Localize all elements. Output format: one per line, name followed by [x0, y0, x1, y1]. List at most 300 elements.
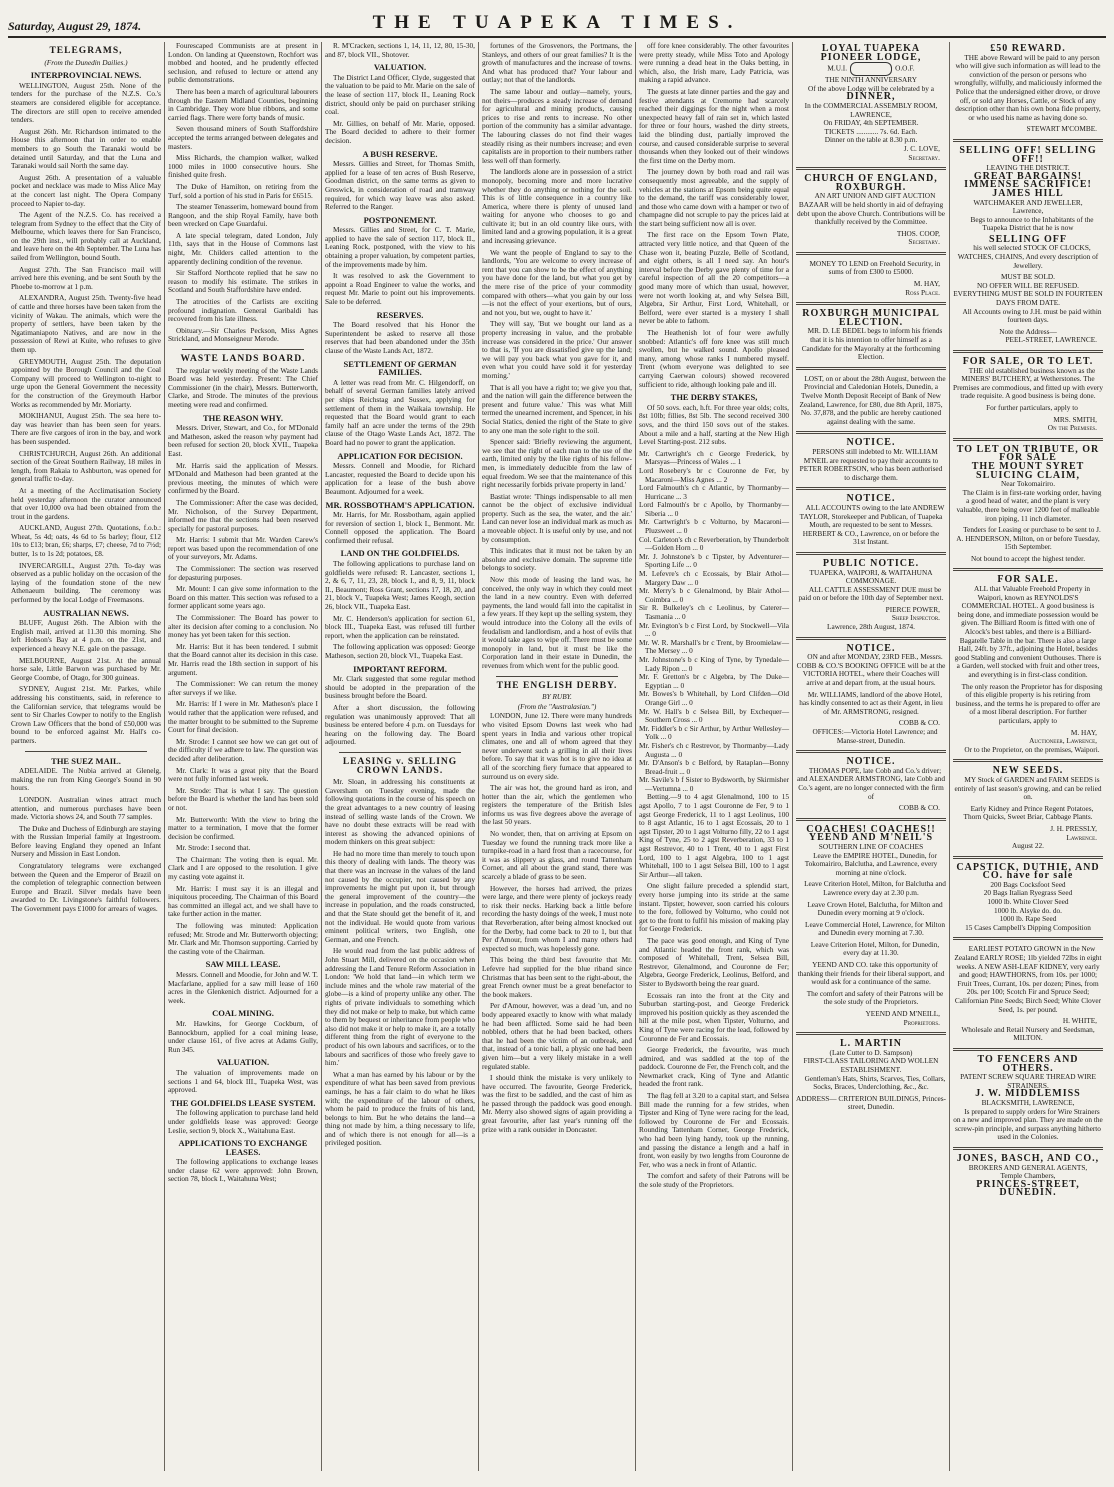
- ad-title: TO FENCERS AND OTHERS.: [977, 1053, 1079, 1074]
- paragraph: The air was hot, the ground hard as iron, and hotter than the air, which the gentlemen who registers the temperature of the British Isles informs us was five degrees above the average of the last 50 years.: [482, 783, 632, 827]
- ad-signature-role: Secretary.: [908, 152, 940, 162]
- paragraph: Mr. Sloan, in addressing his constituents at Caversham on Tuesday evening, made the following quotations in the course of his speech on the great advantages to a new country of leasing instead of selling waste lands of the Crown. We have no doubt these extracts will be read with interest as showing the advanced opinions of modern thinkers on this great subject:: [325, 777, 475, 847]
- divider: [796, 1032, 946, 1035]
- paragraph: The following applications to purchase land on goldfields were refused: R. Lancaster, sections 1, 2, & 6, 7, 11, 23, 28, block I., and 8, 9, 11, block II., Beaumont; Ross Grant, sections 17, 18, 20, and 21, block V., Tuapeka West; James Keogh, section 26, block VII., Tuapeka East.: [325, 559, 475, 612]
- ad-subtitle: (Late Cutter to D. Sampson): [829, 1047, 913, 1057]
- paragraph: We want the people of England to say to the landlords, 'You are welcome to every increase of rent that you can show to be the effect of anything you have done for the land, but what you get by the mere rise of the price of your commodity compared with others—what you gain by our loss—is not the effect of your exertions, but of ours, and not you, but we, ought to have it.': [482, 247, 632, 317]
- ad-line: Dinner on the table at 8.30 p.m.: [824, 135, 918, 145]
- byline: BY RUBY.: [542, 692, 572, 702]
- paragraph: LONDON. Australian wines attract much attention, and numerous purchases have been made. Victoria shows 24, and South 77 samples.: [11, 794, 161, 822]
- lodge-mark: M.U.I.: [827, 63, 848, 73]
- paragraph: Congratulatory telegrams were exchanged between the Queen and the Emperor of Brazil on the completion of telegraphic connection between Europe and Brazil. Silver medals have been awarded to Dr. Livingstone's faithful followers. The Government pays £1000 for arrears of wages.: [11, 861, 161, 914]
- sub-heading: A BUSH RESERVE.: [362, 148, 438, 159]
- paragraph: Sir Stafford Northcote replied that he saw no reason to modify his estimate. The strikes in Scotland and South Staffordshire have ended.: [168, 268, 318, 295]
- ad-text: his well selected STOCK OF CLOCKS, WATCHES, CHAINS, And every description of Jewellery.: [957, 243, 1099, 270]
- ad-signature: H. WHITE,: [1062, 1016, 1097, 1026]
- ad-signature-role: On the Premises.: [1047, 423, 1097, 433]
- ad-title: ROXBURGH MUNICIPAL ELECTION.: [802, 308, 940, 328]
- ad-line: THE NINTH ANNIVERSARY: [824, 75, 918, 85]
- sub-heading: APPLICATION FOR DECISION.: [337, 450, 463, 461]
- paragraph: The Chairman: The voting then is equal. Mr. Clark and I are opposed to the resolution. I give my casting vote against it.: [168, 854, 318, 882]
- divider: [953, 139, 1103, 142]
- paragraph: This being the third best favourite that Mr. Lefevre had supplied for the blue riband since Christmas that has been sent to the right-about, the great French owner must be a great benefactor to the book makers.: [482, 955, 632, 999]
- ad-subtitle: FIRST-CLASS TAILORING AND WOLLEN ESTABLISHMENT.: [803, 1056, 939, 1074]
- sub-heading: MR. ROSSBOTHAM'S APPLICATION.: [325, 499, 475, 510]
- ad-subtitle: SOUTHERN LINE OF COACHES: [818, 841, 924, 851]
- newspaper-title: THE TUAPEKA TIMES.: [372, 12, 742, 33]
- ad-line: In the COMMERCIAL ASSEMBLY ROOM, LAWRENCE,: [804, 100, 938, 119]
- ad-signature-role: Sheep Inspector.: [891, 613, 940, 623]
- lodge-ad: [796, 45, 946, 162]
- ad-title: THE MOUNT SYRET SLUICING CLAIM,: [971, 460, 1085, 481]
- paragraph: The Agent of the N.Z.S. Co. has received a telegram from Sydney to the effect that the City of Melbourne, which leaves there for San Francisco, on the 29th inst., will probably call at Auckland, and leave here on the 4th September. The Luna has sailed from Wellington, bound South.: [11, 210, 161, 263]
- paragraph: The Commissioner: The Board has power to alter its decision after coming to a conclusion. No money has yet been taken for this section.: [168, 613, 318, 640]
- list-item: Mr. Merry's b c Glenalmond, by Blair Athol—Coimbra ... 0: [639, 586, 789, 604]
- divider: [796, 637, 946, 640]
- list-item: 1000 lb. Alsyke do. do.: [994, 905, 1062, 915]
- list-item: Lord Falmouth's br c Apollo, by Thormanby—Siberia ... 0: [639, 500, 789, 518]
- ad-subtitle: Lawrence,: [1012, 206, 1044, 216]
- list-item: Mr. Fiddler's b c Sir Arthur, by Arthur Wellesley—Yolk ... 0: [639, 723, 789, 742]
- paragraph: Ecossais ran into the front at the City and Suburban starting-post, and George Frederick improved his position quickly as they ascended the hill at the mile post, when Tipster, Volturno, and King of Tyne were racing for the lead, followed by Couronne de Fer and Ecossais.: [639, 990, 789, 1043]
- list-item: 1000 lb. White Clover Seed: [987, 897, 1069, 907]
- ad-address: PRINCES-STREET, DUNEDIN.: [976, 1178, 1080, 1199]
- divider: [796, 367, 946, 370]
- ad-text: THE old established business known as the MINERS' BUTCHERY, at Wetherstones. The Premises are commodious, and fitted up with every trade requisite. A good business is being done.: [953, 365, 1103, 401]
- ad-title: CAPSTICK, DUTHIE, AND CO. have for sale: [956, 861, 1100, 882]
- paragraph: Per d'Amour, however, was a dead 'un, and no body appeared exactly to know with what malady he had been afflicted. Some said he had been nobbled, others that he had been backed, others that he had been the victim of an outbreak, and that, instead of a tonic ball, a physic one had been given him—but a very likely mistake in a well regulated stable.: [482, 1001, 632, 1071]
- list-item: Mr. Fisher's ch c Restrevor, by Thormanby—Lady Augusta ... 0: [639, 740, 789, 759]
- paragraph: No wonder, then, that on arriving at Epsom on Tuesday we found the running track more like a turnpike-road in a hard frost than a racecourse, for it was as slippery as glass, and round Tattenham Corner, and all about the grand stand, there was scarcely a blade of grass to be seen.: [482, 829, 632, 882]
- ad-title: JONES, BASCH, AND CO.,: [956, 1152, 1100, 1164]
- ad-address: PEEL-STREET, LAWRENCE.: [1005, 335, 1097, 345]
- ad-title: YEEND AND M'NEIL'S: [808, 832, 934, 844]
- paragraph: INVERCARGILL, August 27th. To-day was observed as a public holiday on the occasion of the laying of the foundation stone of the new Athenaeum building. The ceremony was performed by the local Lodge of Freemasons.: [11, 560, 161, 605]
- list-item: Lord Rosebery's br c Couronne de Fer, by Macaroni—Miss Agnes ... 2: [639, 465, 789, 484]
- paragraph: The Commissioner: The section was reserved for depasturing purposes.: [168, 564, 318, 582]
- list-item: 200 Bags Cocksfoot Seed: [990, 879, 1066, 889]
- paragraph: Spencer said: 'Briefly reviewing the argument, we see that the right of each man to the use of the earth, limited only by the like rights of his fellow-men, is immediately deducible from the law of equal freedom. We see that the maintenance of this right necessarily forbids private property in land.': [482, 437, 632, 490]
- ad-signature-role: Lawrence.: [1066, 832, 1097, 842]
- ad-signature: M. HAY,: [1070, 727, 1097, 737]
- paragraph: The regular weekly meeting of the Waste Lands Board was held yesterday. Present: The Chief Commissioner (in the chair), Messrs. Butterworth, Clarke, and Strode. The minutes of the previous meeting were read and confirmed.: [168, 365, 318, 409]
- ad-line: Note the Address—: [999, 326, 1057, 336]
- paragraph: Mr. Harris: I submit that Mr. Warden Carew's report was based upon the recommendation of one of your surveyors, Mr. Adams.: [168, 535, 318, 562]
- ad-subtitle: Temple Chambers,: [1000, 1171, 1056, 1181]
- ad-title: TO LET ON TRIBUTE, OR FOR SALE: [956, 443, 1100, 464]
- paragraph: Mr. Harris: If I were in Mr. Matheson's place I would rather that the application were refused, and the matter brought to be submitted to the Supreme Court for final decision.: [168, 699, 318, 735]
- section-heading: WASTE LANDS BOARD.: [180, 354, 306, 364]
- paragraph: After a short discussion, the following regulation was unanimously approved: That all business be entered before 4 p.m. on Tuesdays for hearing on the following day. The Board adjourned.: [325, 702, 475, 747]
- column-6: [793, 42, 950, 1471]
- paragraph: This indicates that it must not be taken by an absolute and exclusive domain. The supreme title belongs to society.: [482, 546, 632, 573]
- list-item: Mr. Johnstone's b c King of Tyne, by Tynedale—Lady Ripon ... 0: [639, 654, 789, 673]
- cobb-notice-ad: [796, 758, 946, 813]
- ad-title: JAMES HILL: [992, 187, 1064, 199]
- paragraph: The Commissioner: We can return the money after surveys if we like.: [168, 679, 318, 697]
- butchery-ad: [953, 358, 1103, 433]
- ad-text: Leave Criterion Hotel, Milton, for Dunedin, every day at 11.30.: [810, 939, 940, 958]
- ad-signature: M. HAY,: [913, 279, 940, 289]
- ad-line: MUST BE SOLD.: [1001, 272, 1055, 282]
- list-item: Mr. W. Hall's b c Selsea Bill, by Exchequer—Southern Cross ... 0: [639, 706, 789, 725]
- blacksmith-ad: [953, 1053, 1103, 1142]
- divider: [796, 818, 946, 821]
- paragraph: R. M'Cracken, sections 1, 14, 11, 12, 80, 15-30, and 87, block VII., Shotover.: [325, 42, 475, 59]
- paragraph: One slight failure preceded a splendid start, every horse jumping into its stride at the same instant. Tipster, however, soon carried his colours to the fore, followed by Volturno, who could not get to the front to fulfil his mission of making play for George Frederick.: [639, 881, 789, 934]
- paragraph: Mr. Harris: But it has been tendered. I submit that the Board cannot alter its decision in this case. Mr. Harris read the 18th section in support of his argument.: [168, 641, 318, 677]
- list-item: Mr. F. Gretton's br c Algebra, by The Duke—Egyptian ... 0: [639, 672, 789, 690]
- ad-subtitle: TUAPEKA, WAIPORI, & WAITAHUNA COMMONAGE.: [809, 567, 933, 586]
- paragraph: Mr. Harris: I must say it is an illegal and iniquitous proceeding. The Chairman of this Board has committed an illegal act, and we shall have to take further action in the matter.: [168, 883, 318, 919]
- ad-subtitle: WATCHMAKER AND JEWELLER,: [973, 197, 1083, 207]
- paragraph: The Board resolved that his Honor the Superintendent be asked to reserve all those reserves that had been abandoned under the 35th clause of the Waste Lands Act, 1872.: [325, 320, 475, 355]
- ad-title: NEW SEEDS.: [992, 765, 1064, 777]
- ad-date: August 22.: [1011, 841, 1045, 851]
- source-line: (From the Dunedin Dailies.): [44, 57, 128, 67]
- ad-title: LOYAL TUAPEKA PIONEER LODGE,: [820, 43, 922, 63]
- list-item: M. Lefevre's ch c Ecossais, by Blair Athol—Margery Daw ... 0: [639, 569, 789, 587]
- list-item: 1000 lb. Rape Seed: [999, 914, 1057, 924]
- ad-text: The only reason the Proprietor has for disposing of this eligible property is his retiring from business, and the terms he is prepared to offer are of a most liberal description. For further particulars, apply to: [955, 681, 1103, 725]
- paragraph: MOKIHANUI, August 25th. The sea here to-day was heavier than has been seen for years. There are five cargoes of iron in the bay, and work has been suspended.: [11, 411, 161, 446]
- sub-heading: THE GOLDFIELDS LEASE SYSTEM.: [170, 1097, 316, 1108]
- paragraph: Of 50 sovs. each, h.ft. For three year olds; colts, 8st 10lb; fillies, 8st 5lb. The second received 300 sovs, and the third 150 sovs out of the stakes. About a mile and a half, starting at the New High Level Starting-post. 212 subs.: [639, 402, 789, 447]
- paragraph: Mr. Mount: I can give some information to the Board on this matter. This section was refused to a former applicant some years ago.: [168, 584, 318, 611]
- paragraph: Seven thousand miners of South Staffordshire accepted the terms arranged between delegates and masters.: [168, 124, 318, 151]
- ad-signature: COBB & CO.: [898, 718, 940, 728]
- column-2: [165, 42, 322, 1471]
- paragraph: off fore knee considerably. The other favourites were pretty steady, while Miss Toto and Apology were running a dead heat in the Oaks betting, in which, also, the Irish mare, Lady Patricia, was making a rapid advance.: [639, 42, 789, 85]
- ad-line: DINNER,: [846, 91, 896, 103]
- divider: [796, 302, 946, 305]
- paragraph: fortunes of the Grosvenors, the Portmans, the Stanleys, and others of our great families? It is the growth of manufactures and the increase of towns. And what has produced that? Your labour and outlay; not that of the landlords.: [482, 42, 632, 85]
- commonage-ad: [796, 557, 946, 632]
- paragraph: Messrs. Gillies and Street, for C. T. Marie, applied to have the sale of section 117, block II., Leaning Rock, postponed, with the view to his obtaining a proper valuation, by competent parties, of the improvements made by him.: [325, 225, 475, 269]
- ad-title: FOR SALE, OR TO LET.: [962, 356, 1094, 367]
- ad-signature: J. H. PRESSLY,: [1050, 823, 1097, 833]
- divider: [182, 349, 304, 350]
- ad-text: For further particulars, apply to: [986, 402, 1078, 412]
- list-item: Mr. D'Anson's b c Belford, by Rataplan—Bonny Bread-fruit ... 0: [639, 758, 789, 776]
- divider: [953, 856, 1103, 859]
- list-item: Mr. Savile's b f Sister to Bydsworth, by Skirmisher—Vertumna ... 0: [639, 775, 789, 793]
- ad-text: Tenders for Leasing or purchase to be sent to J. A. HENDERSON, Milton, on or before Tuesday, 15th September.: [956, 525, 1101, 552]
- ad-text: Leave the EMPIRE HOTEL, Dunedin, for Tokomairiro, Balclutha, and Lawrence, every morning at nine o'clock.: [804, 850, 938, 877]
- divider: [953, 759, 1103, 762]
- sub-heading: COAL MINING.: [212, 1008, 274, 1019]
- ad-subtitle: BROKERS AND GENERAL AGENTS,: [968, 1162, 1088, 1172]
- paragraph: AUCKLAND, August 27th. Quotations, f.o.b.: Wheat, 5s 4d; oats, 4s 6d to 5s barley; flour, £12 10s to £13; bran, £6; sharps, £7; cheese, 7d to 7½d; butter, 1s to 1s 2d; potatoes, £8.: [11, 523, 161, 559]
- notice-ad: [796, 495, 946, 547]
- ad-subtitle: Near Tokomairiro.: [1000, 479, 1056, 489]
- paragraph: BLUFF, August 26th. The Albion with the English mail, arrived at 11.30 this morning. She left Hobson's Bay at 4 p.m. on the 21st, and experienced a heavy N.E. gale on the passage.: [11, 618, 161, 653]
- paragraph: The following application to purchase land held under goldfields lease was approved: George Leslie, section 9, block X., Waitahuna East.: [168, 1108, 318, 1135]
- paragraph: The landlords alone are in possession of a strict monopoly, becoming more and more lucrative whether they do anything or nothing for the soil. This is of little consequence in a country like America, where there is plenty of unused land waiting for anyone who chooses to go and cultivate it; but in an old country like ours, with limited land and a growing population, it is a great and increasing grievance.: [482, 167, 632, 246]
- ad-title: PUBLIC NOTICE.: [822, 557, 920, 569]
- paragraph: Mr. Strode: I second that.: [176, 843, 251, 853]
- paragraph: That is all you have a right to; we give you that, and the nation will gain the difference between the present and future value.' This was what Mill termed the unearned increment, and Spencer, in his Social Statics, denied the right of the State to give to any one man the sole right to the soil.: [482, 382, 632, 435]
- paragraph: I should think the mistake is very unlikely to have occurred. The favourite, George Frederick, was the first to be saddled, and the cast of him as he passed through the paddock was good enough. Mr. Merry also showed signs of again providing a great favourite, after last year's running off the prize with a rank outsider in Doncaster.: [482, 1073, 632, 1134]
- ad-line: EVERYTHING MUST BE SOLD IN FOURTEEN DAYS FROM DATE.: [953, 289, 1103, 308]
- paragraph: Mr. Strode: I cannot see how we can get out of the difficulty if we adhere to law. The question was decided after deliberation.: [168, 736, 318, 763]
- divider: [953, 350, 1103, 353]
- paragraph: MELBOURNE, August 21st. At the annual horse sale, Little Barwon was purchased by Mr. George Coombe, of Otago, for 300 guineas.: [11, 655, 161, 682]
- ad-signature: PIERCE POWER,: [885, 604, 940, 614]
- paragraph: August 26th. A presentation of a valuable pocket and necklace was made to Miss Alice May at the concert last night. The Opera Company proceed to Napier to-day.: [11, 172, 161, 208]
- ad-date: Lawrence, 28th August, 1874.: [827, 622, 915, 632]
- ad-line: TICKETS ............ 7s. 6d. Each.: [824, 126, 918, 136]
- paragraph: Messrs. Connell and Moodie, for Richard Lancaster, requested the Board to decide upon his application for a lease of the bush above Beaumont. Adjourned for a week.: [325, 461, 475, 496]
- ad-signature: MRS. SMITH,: [1053, 414, 1097, 424]
- sub-heading: VALUATION.: [373, 62, 427, 73]
- ad-signature: THOS. COOP,: [896, 228, 940, 238]
- list-item: Mr. J. Johnstone's b c Tipster, by Adventurer—Sporting Life ... 0: [639, 551, 789, 570]
- sub-heading: RESERVES.: [376, 309, 424, 320]
- ad-title: FOR SALE.: [997, 574, 1059, 586]
- source-line: (From the "Australasian."): [517, 701, 597, 711]
- paragraph: ADELAIDE. The Nubia arrived at Glenelg, making the run from King George's Sound in 90 hours.: [11, 766, 161, 793]
- ad-text: EARLIEST POTATO GROWN in the New Zealand EARLY ROSE; 1lb yielded 72lbs in eight weeks. A NEW ASH-LEAF KIDNEY, very early and good; HAWTHORNS, from 10s. per 1000; Fruit Trees, Currant, 10s. per dozen; Pines, from 20s. per 100; Scotch Fir and Spruce Seed; Californian Pine Seeds; Birch Seed; White Clover Seed, 1s. per pound.: [954, 944, 1102, 1014]
- paragraph: The Commissioner: After the case was decided, Mr. Nicholson, of the Survey Department, informed me that the sections had been reserved specially for pastoral purposes.: [168, 497, 318, 533]
- claim-ad: [953, 443, 1103, 564]
- ad-subtitle: PATENT SCREW SQUARE THREAD WIRE STRAINERS.: [960, 1072, 1096, 1090]
- divider: [796, 487, 946, 490]
- paragraph: The journey down by both road and rail was consequently most agreeable, and the supply of vehicles at the stations at Epsom being quite equal to the demand, the tariff was considerably lower, and those who came down with a hamper or two of champagne did not scruple to pay the prices laid at the start being sufficient now all is over.: [639, 167, 789, 228]
- paragraph: CHRISTCHURCH, August 26th. An additional section of the Great Southern Railway, 18 miles in length, from Rakaia to Ashburton, was opened for general traffic to-day.: [11, 448, 161, 484]
- paragraph: Bastiat wrote: 'Things indispensable to all men cannot be the object of exclusive individual property. Such as the sea, the water, and the air.' Land can never lose an individual mark as much as a moveable object. It is useful only by use, and not by consumption.: [482, 491, 632, 544]
- paragraph: The Duke and Duchess of Edinburgh are staying with the Russian Imperial family at Ingestroom. Before leaving England they opened an Infant Nursery and Mission in East London.: [11, 823, 161, 859]
- ad-line: Not bound to accept the highest tender.: [970, 553, 1086, 563]
- paragraph: LONDON, June 12. There were many hundreds who visited Epsom Downs last week who had spent years in India and various other tropical climates, one and all of whom agreed that they never underwent such a grilling in all their lives before. To say that it was hot is to give no idea at all of the scorching fiery furnace that appeared to surround us on every side.: [482, 711, 632, 781]
- divider: [953, 1147, 1103, 1150]
- section-heading: THE DERBY STAKES,: [670, 392, 758, 403]
- sub-heading: LAND ON THE GOLDFIELDS.: [340, 548, 460, 559]
- paragraph: It was resolved to ask the Government to appoint a Road Engineer to value the works, and request Mr. Marie to point out his improvements. Sale to be deferred.: [325, 271, 475, 307]
- paragraph: Messrs. Driver, Stewart, and Co., for M'Donald and Matheson, asked the reason why payment had been refused for section 20, block XVII., Tuapeka East.: [168, 423, 318, 458]
- ad-title: NOTICE.: [846, 493, 896, 505]
- ad-line: On FRIDAY, 4th SEPTEMBER.: [823, 118, 919, 128]
- ad-title: SELLING OFF! SELLING OFF!!: [959, 144, 1097, 165]
- ad-text: THOMAS POPE, late Cobb and Co.'s driver; and ALEXANDER ARMSTRONG, late Cobb and Co.'s agent, are no longer connected with the firm of: [797, 765, 945, 801]
- paragraph: The atrocities of the Carlists are exciting profound indignation. General Garibaldi has recovered from his late illness.: [168, 297, 318, 324]
- section-heading: INTERPROVINCIAL NEWS.: [30, 70, 142, 81]
- list-item: 15 Cases Campbell's Dipping Composition: [965, 922, 1091, 932]
- paragraph: Obituary.—Sir Charles Peckson, Miss Agnes Strickland, and Monseigneur Merode.: [168, 325, 318, 344]
- ad-text: ALL that Valuable Freehold Property in Waipori, known as REYNOLDS'S COMMERCIAL HOTEL. A good business is being done, and immediate possession would be given. The Billiard Room is fitted with one of Alcock's best tables, and there is a Billiard-Bagatelle Table in the bar. There is also a large Hall, 24ft. by 37ft., adjoining the Hotel, besides good Stabling and convenient Outhouses. There is a Garden, well stocked with fruit and other trees, and everything is in first-class condition.: [954, 584, 1102, 679]
- list-item: Mr. Bowes's b Whitehall, by Lord Clifden—Old Orange Girl ... 0: [639, 689, 789, 707]
- list-item: Mr. Cartwright's ch c George Frederick, by Marsyas—Princess of Wales ... 1: [639, 448, 789, 467]
- divider: [796, 750, 946, 753]
- ad-signature: COBB & CO.: [898, 803, 940, 813]
- notice-ad: [796, 439, 946, 482]
- section-heading: THE ENGLISH DERBY.: [496, 680, 618, 691]
- ad-title: NOTICE.: [846, 642, 896, 654]
- ad-signature-role: Secretary.: [908, 237, 940, 247]
- list-item: Sir R. Bulkeley's ch c Leolinus, by Caterer—Tasmania ... 0: [639, 603, 789, 621]
- ad-subtitle: BLACKSMITH, LAWRENCE,: [981, 1097, 1075, 1107]
- nursery-ad: [953, 945, 1103, 1043]
- column-7: [950, 42, 1106, 1471]
- paragraph: The steamer Tenasserim, homeward bound from Rangoon, and the ship Royal Family, have both been wrecked on Cape Guardafui.: [168, 202, 318, 229]
- ad-text: Begs to announce to the Inhabitants of the Tuapeka District that he is now: [970, 214, 1094, 233]
- paragraph: The same labour and outlay—namely, yours, not theirs—produces a steady increase of demand for agricultural and mining products, causing prices to rise and rents to increase. No other portion of the community has a similar advantage. The labouring classes do not find their wages steadily rising as their numbers increase; and even capitalists are in proportion to their numbers rather less well off than formerly.: [482, 86, 632, 165]
- paragraph: Fourescaped Communists are at present in London. On landing at Queenstown, Rochfort was mobbed and hooted, and he prudently effected seclusion, and refused to lecture or attend any public demonstrations.: [168, 42, 318, 85]
- sub-heading: SAW MILL LEASE.: [205, 959, 281, 970]
- ad-text: OFFICES:—Victoria Hotel Lawrence; and Manse-street, Dunedin.: [812, 727, 938, 745]
- ad-text: All Accounts owing to J.H. must be paid within fourteen days.: [962, 306, 1102, 325]
- paragraph: The District Land Officer, Clyde, suggested that the valuation to be paid to Mr. Marie on the sale of the lease of section 117, block II., Leaning Rock district, should only be paid on purchaser striking coal.: [325, 72, 475, 117]
- ad-text: ON and after MONDAY, 23RD FEB., Messrs. COBB & CO.'S BOOKING OFFICE will be at the VICTORIA HOTEL, where their Coaches will arrive at and depart from, at the usual hours.: [796, 652, 946, 688]
- sub-heading: POSTPONEMENT.: [363, 214, 437, 225]
- paragraph: GREYMOUTH, August 25th. The deputation appointed by the Borough Council and the Coal Company will proceed to Wellington to-night to urge upon the General Government the necessity for the construction of the Greymouth Harbor Works as recommended by Mr. Moriarty.: [11, 356, 161, 409]
- ad-signature: J. C. LOVE,: [903, 143, 940, 153]
- ad-text: ALL ACCOUNTS owing to the late ANDREW TAYLOR, Storekeeper and Publican, of Tuapeka Mouth, are requested to be sent to Messrs. HERBERT & CO., Lawrence, on or before the 31st Instant.: [799, 502, 945, 547]
- paragraph: Mr. Harris said the application of Messrs. M'Donald and Matheson had been granted at the previous meeting, the minutes of which were confirmed by the Board.: [168, 460, 318, 496]
- paragraph: The flag fell at 3.20 to a capital start, and Selsea Bill made the running for a few strides, when Tipster and King of Tyne were racing for the lead, followed by Couronne de Fer and Ecossais. Rounding Tattenham Corner, George Frederick, who had been lying handy, took up the running, and passing the distance a length and a half in front, won easily by two lengths from Couronne de Fer, who was a neck in front of Atlantic.: [639, 1091, 789, 1169]
- divider: [953, 568, 1103, 571]
- brokers-ad: [953, 1152, 1103, 1199]
- ad-signature-role: Ross Place.: [905, 287, 940, 297]
- ad-text: PERSONS still indebted to Mr. WILLIAM M'NEIL are requested to pay their accounts to PETER ROBERTSON, who has been authorised to discharge them.: [799, 446, 943, 482]
- section-heading: AUSTRALIAN NEWS.: [43, 607, 129, 618]
- paragraph: Mr. Strode: That is what I say. The question before the Board is whether the land has been sold or not.: [168, 785, 318, 812]
- ad-text: Leave Commercial Hotel, Lawrence, for Milton and Dunedin every morning at 7.30.: [804, 919, 945, 938]
- ad-text: Leave Crown Hotel, Balclutha, for Milton and Dunedin every morning at 9 o'clock.: [807, 899, 943, 918]
- divider: [796, 552, 946, 555]
- list-item: Mr. Cartwright's b c Volturno, by Macaroni—Pluzsweet ... 0: [639, 517, 789, 536]
- ad-subtitle: LEAVING THE DISTRICT.: [986, 163, 1070, 173]
- paragraph: Messrs. Gillies and Street, for Thomas Smith, applied for a lease of ten acres of Bush Reserve, Goodman district, on the same terms as given to Greswick, in consideration of road and tramway required, for which way leave was also asked. Referred to the Ranger.: [325, 159, 475, 212]
- ad-text: Mr. WILLIAMS, landlord of the above Hotel, has kindly consented to act as their Agent, in lieu of Mr. ARMSTRONG, resigned.: [799, 689, 943, 716]
- divider: [953, 438, 1103, 441]
- paragraph: August 27th. The San Francisco mail will arrived here this evening, and be sent South by the Phoebe to-morrow at 1 p.m.: [11, 264, 161, 291]
- money-ad: [796, 260, 946, 297]
- paragraph: A letter was read from Mr. C. Hilgendorff, on behalf of several German families lately arrived per ships Reichstag and Sussex, applying for settlement of them in the Waikaia township. He requested that the Board would grant to each family half an acre under the terms of the 29th clause of the Otago Waste Lands Act, 1872. The Board had no power to grant the application.: [325, 377, 475, 447]
- ad-text: THE above Reward will be paid to any person who will give such information as will lead to the conviction of the person or persons who wrongfully, wilfully, and maliciously informed the Police that the undersigned either drove, or drove off, or sold any Horses, Cattle, or Stock of any description other than his own bona fide property, or who used his name as having done so.: [954, 52, 1102, 122]
- column-5: [636, 42, 793, 1471]
- divider: [796, 252, 946, 255]
- ad-title: £50 REWARD.: [990, 43, 1066, 54]
- paragraph: George Frederick, the favourite, was much admired, and was saddled at the top of the paddock. Couronne de Fer, the French colt, and the Newmarket crack, King of Tyne and Atlantic headed the front rank.: [639, 1045, 789, 1089]
- ad-text: YEEND AND CO. take this opportunity of thanking their friends for their liberal support, and would ask for a continuance of the same.: [797, 960, 945, 987]
- paragraph: The following application was opposed: George Matheson, section 20, block VI., Tuapeka East.: [325, 642, 475, 660]
- lodge-emblem-icon: [850, 62, 892, 76]
- divider: [953, 1048, 1103, 1051]
- ad-line: NO OFFER WILL BE REFUSED.: [977, 280, 1079, 290]
- ad-title: NOTICE.: [846, 756, 896, 768]
- paragraph: What a man has earned by his labour or by the expenditure of what has been saved from previous earnings, he has a fair claim to do what he likes with; the expenditure of the labour of others, whom he paid to produce the fruits of his land, belongs to him. But he who detains the land—a thing not made by him, a thing necessary to life, and of which there is not enough for all—is a privileged position.: [325, 1069, 475, 1148]
- column-4: [479, 42, 636, 1471]
- ad-title: NOTICE.: [846, 437, 896, 449]
- lost-ad: [796, 375, 946, 427]
- coaches-ad: [796, 823, 946, 1027]
- section-heading: THE SUEZ MAIL.: [51, 755, 121, 766]
- column-1: [8, 42, 165, 1471]
- paragraph: Mr. Clark suggested that some regular method should be adopted in the preparation of the business brought before the Board.: [325, 674, 475, 701]
- sub-heading: THE REASON WHY.: [202, 412, 284, 423]
- ad-text: AN ART UNION AND GIFT AUCTION BAZAAR will be held shortly in aid of defraying debt upon the above Church. Contributions will be thankfully received by the Committee.: [797, 191, 945, 227]
- divider: [496, 676, 618, 677]
- paragraph: There has been a march of agricultural labourers through the Eastern Midland Counties, beginning in Cambridge. They wore blue ribbons, and some carried flags. There were forty bands of music.: [168, 86, 318, 122]
- seed-list: [953, 881, 1103, 933]
- paragraph: Miss Richards, the champion walker, walked 1000 miles in 1000 consecutive hours. She finished quite fresh.: [168, 153, 318, 180]
- ad-text: Gentleman's Hats, Shirts, Scarves, Ties, Collars, Socks, Braces, Underclothing, &c., &c.: [804, 1073, 946, 1092]
- paragraph: The Heathenish lot of four were awfully snobbed: Atlantic's off fore knee was still much swollen, but he walked sound. Apollo pleased many, among whose ranks I numbered myself. Trent (whom everyone was delighted to see carrying Caerwan colours) showed recovered sufficient to ride, although looking pale and ill.: [639, 328, 789, 389]
- ad-title: J. W. MIDDLEMISS: [975, 1088, 1081, 1100]
- paragraph: They will say, 'But we bought our land as a property increasing in value, and the probable increase was considered in the price.' Our answer to that is, 'If you are dissatisfied give up the land; we will pay you back what you gave for it, and even what you could have sold it for yesterday morning.': [482, 319, 632, 380]
- divider: [339, 752, 461, 753]
- ad-text: Or to the Proprietor, on the premises, Waipori.: [964, 744, 1100, 754]
- ad-title: SELLING OFF: [989, 233, 1067, 245]
- sub-heading: VALUATION.: [216, 1057, 270, 1068]
- paragraph: The following was minuted: Application refused; Mr. Strode and Mr. Butterworth objecting; Mr. Clark and Mr. Thomson supporting. Carried by the casting vote of the Chairman.: [168, 921, 318, 956]
- sub-heading: IMPORTANT REFORM.: [353, 663, 447, 674]
- ad-signature-role: Proprietors.: [903, 1017, 940, 1027]
- paragraph: Messrs. Connell and Moodie, for John and W. T. Macfarlane, applied for a saw mill lease of 160 acres in the Glenkenich district. Adjourned for a week.: [168, 970, 318, 1005]
- ad-signature-role: Auctioneer, Lawrence,: [1029, 736, 1097, 746]
- paragraph: August 26th. Mr. Richardson intimated to the House this afternoon that in order to enable members to go South the Taranaki would be detained until Saturday, and that the Luna and Taranaki would sail North the same day.: [11, 126, 161, 171]
- paragraph: Mr. C. Henderson's application for section 61, block III., Tuapeka East, was refused till further report, when the application can be reinstated.: [325, 613, 475, 640]
- ad-text: The Claim is in first-rate working order, having a good head of water, and the plant is very valuable, there being over 1200 feet of malleable iron piping, 11 inch diameter.: [956, 487, 1102, 523]
- paragraph: ALEXANDRA, August 25th. Twenty-five head of cattle and three horses have been taken from the vicinity of Wakau. The animals, which were the property of settlers, have been taken by the Ngatimaniapoto Natives, and are now in the possession of Rewi at Kuite, who refuses to give them up.: [11, 293, 161, 354]
- list-item: Lord Falmouth's ch c Atlantic, by Thormanby—Hurricane ... 3: [639, 483, 789, 501]
- paragraph: The pace was good enough, and King of Tyne and Atlantic headed the front rank, which was composed of Whitehall, Trent, Selsea Bill, Restrevor, Glenalmond, and Couronne de Fer; Algebra, George Frederick, Leolinus, Belford, and Sister to Bydsworth being the rear guard.: [639, 935, 789, 988]
- ad-text: MR. D. LE BEDEL begs to inform his friends that it is his intention to offer himself as a Candidate for the Mayoralty at the forthcoming Election.: [801, 326, 943, 362]
- paragraph: Now this mode of leasing the land was, he conceived, the only way in which they could meet the land in a new country. Even with deferred payments, the land would fall into the capitalist in a few years. If they kept up the selling system, they would introduce into the Colony all the evils of feudalism and landlordism, and a host of evils that it would take ages to wipe off. There must be some monopoly in land, but it must be like the Corporation land in their estate in Dunedin, the revenues from which went for the public good.: [482, 575, 632, 670]
- sub-heading: APPLICATIONS TO EXCHANGE LEASES.: [178, 1138, 308, 1157]
- ad-text: MONEY TO LEND on Freehold Security, in sums of from £300 to £5000.: [809, 258, 941, 277]
- paragraph: Mr. Butterworth: With the view to bring the matter to a termination, I move that the former decision be confirmed.: [168, 814, 318, 841]
- ad-text: Leave Criterion Hotel, Milton, for Balclutha and Lawrence every day at 2.30 p.m.: [804, 879, 946, 897]
- paragraph: He had no more time than merely to touch upon this theory of dealing with lands. The theory was that there was an increase in the values of the land not caused by the occupier, not caused by any improvements he might put upon it, but through the general improvement of the country—the increase in population, and the roads constructed, and that the State should get the benefit of it, and not the individual. He would quote from various eminent political writers, two English, one German, and one French.: [325, 848, 475, 944]
- ad-line: Of the above Lodge will be celebrated by a: [807, 83, 935, 93]
- paragraph: Mr. Hawkins, for George Cockburn, of Bannockburn, applied for a coal mining lease, under clause 161, of five acres at Adams Gully, Run 345.: [168, 1018, 318, 1054]
- election-ad: [796, 310, 946, 362]
- ad-text: The comfort and safety of their Patrons will be the sole study of the Proprietors.: [806, 988, 944, 1007]
- section-heading: TELEGRAMS,: [49, 46, 123, 56]
- section-heading: LEASING v. SELLING CROWN LANDS.: [342, 756, 458, 776]
- list-item: Col. Carleton's ch c Reverberation, by Thunderbolt—Golden Horn ... 0: [639, 534, 789, 553]
- ad-text: MY Stock of GARDEN and FARM SEEDS is entirely of last season's growing, and can be relied on.: [954, 774, 1102, 802]
- issue-date: Saturday, August 29, 1874.: [8, 19, 142, 33]
- paragraph: Mr. Clark: It was a great pity that the Board were not fully informed last week.: [168, 765, 318, 784]
- list-item: Mr. W. R. Marshall's br c Trent, by Broomielaw—The Mersey ... 0: [639, 637, 789, 656]
- masthead: [8, 8, 1106, 38]
- hotel-sale-ad: [953, 576, 1103, 754]
- lodge-mark: O.O.F.: [895, 63, 915, 73]
- paragraph: The comfort and safety of their Patrons will be the sole study of the Proprietors.: [639, 1171, 789, 1189]
- newspaper-page: [8, 8, 1106, 1471]
- paragraph: However, the horses had arrived, the prizes were large, and there were plenty of jockeys ready to risk their necks. Harking back a little before recording the hasty doings of the week, I must note that Reverberation, after being almost knocked out for the Derby, had come back to 20 to 1, but that Per d'Amour, from whom I and many others had expected so much, was hopelessly gone.: [482, 883, 632, 953]
- ad-title: COACHES! COACHES!!: [806, 823, 936, 835]
- divider: [796, 431, 946, 434]
- derby-entries: [639, 450, 789, 794]
- ad-text: Is prepared to supply orders for Wire Strainers on a new and improved plan. They are made on the screw-pin principle, and surpass anything hitherto used in the Colonies.: [953, 1106, 1103, 1142]
- seeds-ad: [953, 767, 1103, 850]
- ad-signature: YEEND AND M'NEILL,: [865, 1009, 940, 1019]
- column-3: [322, 42, 479, 1471]
- divider: [953, 937, 1103, 940]
- cobb-notice-ad: [796, 642, 946, 746]
- ad-title: GREAT BARGAINS! IMMENSE SACRIFICE!: [964, 170, 1092, 191]
- ad-title: L. MARTIN: [840, 1038, 902, 1050]
- ad-signature: STEWART M'COMBE.: [1026, 124, 1097, 134]
- columns: [8, 42, 1106, 1471]
- ad-text: Early Kidney and Prince Regent Potatoes, Thorn Quicks, Sweet Briar, Cabbage Plants.: [963, 803, 1094, 822]
- jeweller-ad: [953, 144, 1103, 345]
- divider: [25, 751, 147, 752]
